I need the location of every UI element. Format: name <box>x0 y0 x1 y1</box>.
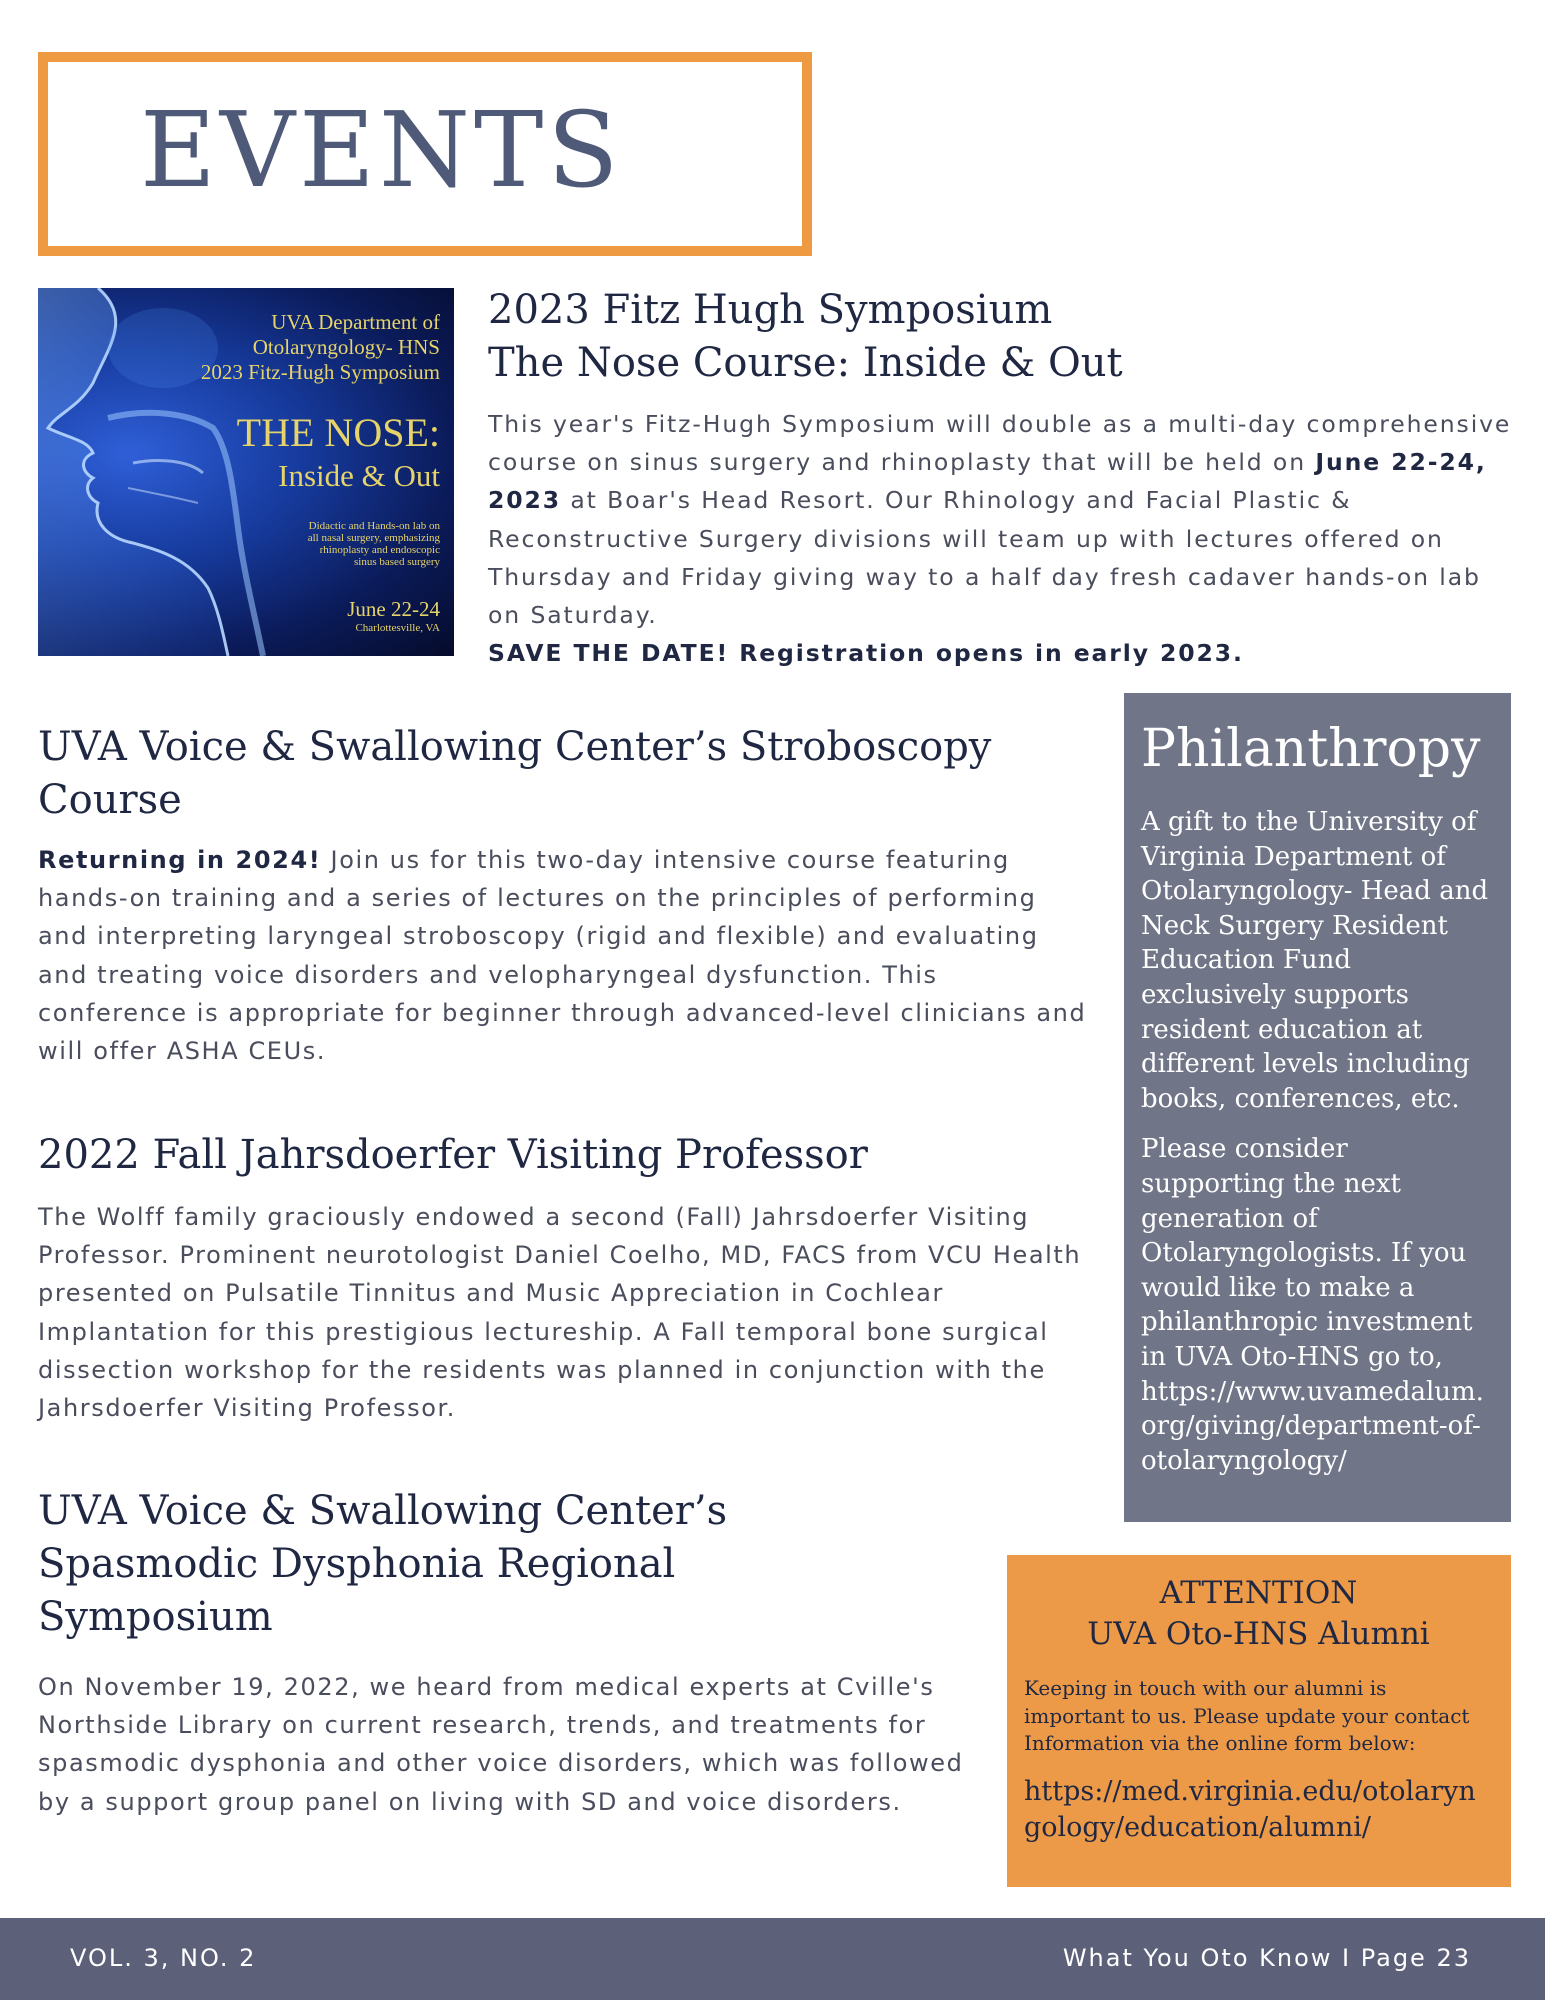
stroboscopy-description <box>38 841 1088 1070</box>
poster-desc-line-2: all nasal surgery, emphasizing <box>307 532 440 544</box>
poster-desc-line-4: sinus based surgery <box>354 556 440 568</box>
alumni-form-link[interactable]: https://med.virginia.edu/otolaryngology/education/alumni/ <box>1024 1775 1476 1843</box>
fitz-hugh-date: June 22-24, 2023 <box>488 448 1487 515</box>
page-number: What You Oto Know I Page 23 <box>1062 1944 1471 1972</box>
alumni-title <box>1024 1573 1493 1655</box>
events-title-box <box>38 52 812 256</box>
philanthropy-title: Philanthropy <box>1141 719 1481 779</box>
alumni-title-line-2: UVA Oto-HNS Alumni <box>1087 1616 1430 1652</box>
fitz-hugh-heading <box>488 284 1128 390</box>
philanthropy-sidebar <box>1124 693 1511 1522</box>
poster-subtitle: Inside & Out <box>278 458 440 493</box>
spasmodic-dysphonia-heading: UVA Voice & Swallowing Center’s Spasmodic Dysphonia Regional Symposium <box>38 1488 728 1640</box>
poster-header <box>201 310 440 385</box>
philanthropy-paragraph-2: Please consider supporting the next generation of Otolaryngologists. If you would like to make a philanthropic investment in UVA Oto-HNS go to, https://www.uvamedalum.org/giving/department-of-otolaryngology/ <box>1141 1134 1484 1476</box>
alumni-title-line-1: ATTENTION <box>1159 1575 1358 1611</box>
poster-description <box>270 520 440 568</box>
poster-date: June 22-24 <box>347 597 440 621</box>
poster-desc-line-3: rhinoplasty and endoscopic <box>319 544 440 556</box>
poster-line-3: 2023 Fitz-Hugh Symposium <box>200 360 440 384</box>
jahrsdoerfer-heading: 2022 Fall Jahrsdoerfer Visiting Professor <box>38 1132 868 1178</box>
poster-line-2: Otolaryngology- HNS <box>252 335 440 359</box>
poster-desc-line-1: Didactic and Hands-on lab on <box>308 520 440 532</box>
fitz-hugh-heading-line-1: 2023 Fitz Hugh Symposium <box>488 287 1053 333</box>
save-the-date: SAVE THE DATE! Registration opens in early 2023. <box>488 639 1244 668</box>
poster-location: Charlottesville, VA <box>355 622 440 634</box>
symposium-poster-image <box>38 288 454 656</box>
poster-title: THE NOSE: <box>236 410 440 455</box>
stroboscopy-body: Join us for this two-day intensive course featuring hands-on training and a series of lectures on the principles of performing and interpreting laryngeal stroboscopy (rigid and flexible) and evaluating and treating voice disorders and velopharyngeal dysfunction. This conference is appropriate for beginner through advanced-level clinicians and will offer ASHA CEUs. <box>38 846 1087 1066</box>
poster-line-1: UVA Department of <box>271 310 440 334</box>
fitz-hugh-body-part-2: at Boar's Head Resort. Our Rhinology and Facial Plastic & Reconstructive Surgery divisions will team up with lectures offered on Thursday and Friday giving way to a half day fresh cadaver hands-on lab on Saturday. <box>488 486 1481 630</box>
alumni-attention-box <box>1007 1555 1511 1887</box>
spasmodic-dysphonia-description: On November 19, 2022, we heard from medical experts at Cville's Northside Library on current research, trends, and treatments for spasmodic dysphonia and other voice disorders, which was followed by a support group panel on living with SD and voice disorders. <box>38 1673 964 1816</box>
page-title: EVENTS <box>140 89 623 211</box>
alumni-description: Keeping in touch with our alumni is important to us. Please update your contact Information via the online form below: <box>1024 1676 1470 1755</box>
volume-issue: VOL. 3, NO. 2 <box>70 1944 257 1972</box>
fitz-hugh-description <box>488 405 1523 672</box>
fitz-hugh-heading-line-2: The Nose Course: Inside & Out <box>488 340 1123 386</box>
page-footer <box>0 1918 1545 2000</box>
stroboscopy-lead: Returning in 2024! <box>38 846 322 874</box>
philanthropy-paragraph-1: A gift to the University of Virginia Department of Otolaryngology- Head and Neck Surgery Resident Education Fund exclusively supports resident education at different levels including books, conferences, etc. <box>1141 807 1489 1114</box>
jahrsdoerfer-description: The Wolff family graciously endowed a second (Fall) Jahrsdoerfer Visiting Professor. Prominent neurotologist Daniel Coelho, MD, FACS from VCU Health presented on Pulsatile Tinnitus and Music Appreciation in Cochlear Implantation for this prestigious lectureship. A Fall temporal bone surgical dissection workshop for the residents was planned in conjunction with the Jahrsdoerfer Visiting Professor. <box>38 1203 1082 1423</box>
stroboscopy-heading: UVA Voice & Swallowing Center’s Stroboscopy Course <box>38 724 992 823</box>
fitz-hugh-body-part-1: This year's Fitz-Hugh Symposium will double as a multi-day comprehensive course on sinus surgery and rhinoplasty that will be held on <box>488 410 1512 477</box>
